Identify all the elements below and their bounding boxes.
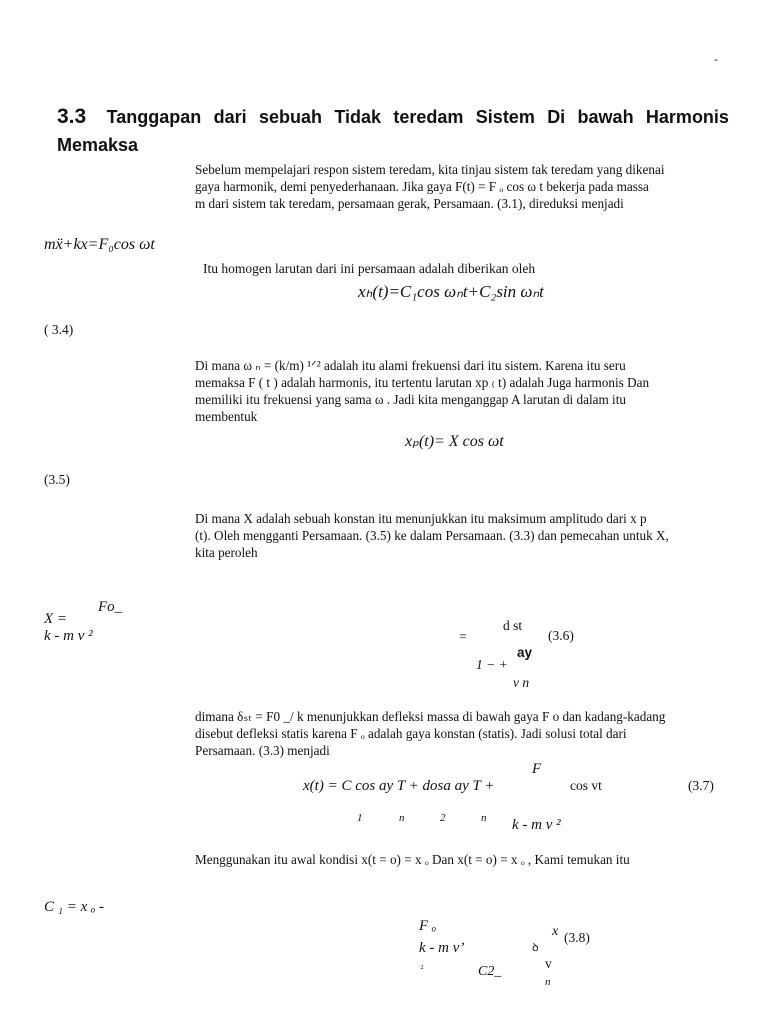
eq37-force: F — [532, 761, 542, 777]
eq38-c1: C ₁ = x ₒ - — [44, 899, 105, 915]
eq37-denominator: k - m v ² — [512, 817, 561, 833]
eq36-static-deflection: d st — [503, 618, 523, 633]
heading-word: dari — [213, 107, 247, 127]
paragraph-initial-conditions — [195, 851, 727, 868]
eq36-equals: = — [459, 629, 467, 644]
heading-word: Di — [547, 107, 566, 127]
eq37-main: x(t) = C cos ay T + dosa ay T + — [303, 778, 495, 794]
text-line: Sebelum mempelajari respon sistem teredam, kita tinjau sistem tak teredam yang dikenai — [195, 162, 665, 177]
heading-word: bawah — [577, 107, 634, 127]
text-line: Menggunakan itu awal kondisi x(t = o) = x ₒ Dan x(t = o) = x ₒ , Kami temukan itu — [195, 852, 630, 867]
homogeneous-intro: Itu homogen larutan dari ini persamaan adalah diberikan oleh — [203, 261, 536, 276]
heading-word: Tanggapan — [106, 107, 202, 127]
heading-word: teredam — [393, 107, 464, 127]
eq38-x: x — [552, 924, 559, 939]
eq36-ay: ay — [517, 645, 533, 660]
eq38-n: n — [545, 976, 551, 988]
eq38-c2: C2_ — [478, 964, 502, 979]
eq37-subscript: 2 — [440, 812, 446, 824]
text-line: disebut defleksi statis karena F ₒ adalah gaya konstan (statis). Jadi solusi total dari — [195, 726, 627, 741]
text-line: gaya harmonik, demi penyederhanaan. Jika gaya F(t) = F ₒ cos ω t bekerja pada massa — [195, 179, 649, 194]
section-heading — [57, 103, 729, 159]
eq38-v: v — [545, 956, 552, 971]
text-line: Persamaan. (3.3) menjadi — [195, 743, 330, 758]
eq36-denominator: k - m v ² — [44, 628, 93, 644]
text-line: m dari sistem tak teredam, persamaan gerak, Persamaan. (3.1), direduksi menjadi — [195, 196, 624, 211]
heading-line-1 — [57, 103, 729, 131]
eq37-cos-vt: cos vt — [570, 778, 602, 793]
heading-word: Tidak — [334, 107, 382, 127]
eq38-subscript: ₂ — [420, 958, 424, 970]
section-number: 3.3 — [57, 105, 87, 128]
eq37-subscript: n — [481, 812, 487, 824]
text-line: Di mana X adalah sebuah konstan itu menunjukkan itu maksimum amplitudo dari x p — [195, 511, 647, 526]
text-line: Di mana ω ₙ = (k/m) ¹ᐟ² adalah itu alami frekuensi dari itu sistem. Karena itu seru — [195, 358, 626, 373]
text-line: memiliki itu frekuensi yang sama ω . Jadi kita menganggap A larutan di dalam itu — [195, 392, 626, 407]
equation-label-3-4: ( 3.4) — [44, 322, 74, 337]
equation-particular: xₚ(t)= X cos ωt — [405, 433, 504, 450]
text-line: dimana δₛₜ = F0 _/ k menunjukkan defleksi massa di bawah gaya F o dan kadang-kadang — [195, 709, 666, 724]
eq36-numerator: Fo_ — [98, 599, 123, 615]
eq38-force: F ₒ — [419, 918, 437, 934]
equation-label-3-7: (3.7) — [688, 778, 714, 793]
paragraph-intro — [195, 161, 727, 212]
paragraph-amplitude — [195, 510, 727, 561]
equation-motion: mẍ+kx=F₀cos ωt — [44, 236, 155, 253]
eq37-subscript: 1 — [357, 812, 363, 824]
text-line: kita peroleh — [195, 545, 258, 560]
text-line: membentuk — [195, 409, 258, 424]
corner-mark: - — [714, 52, 718, 66]
heading-word: sebuah — [258, 107, 322, 127]
eq38-fraction-mark: ꝺ — [532, 942, 539, 954]
text-line: memaksa F ( t ) adalah harmonis, itu tertentu larutan xp ₍ t) adalah Juga harmonis Dan — [195, 375, 650, 390]
equation-label-3-5: (3.5) — [44, 472, 70, 487]
paragraph-static-deflection — [195, 708, 727, 759]
heading-line-2: Memaksa — [57, 135, 139, 155]
equation-homogeneous: xₕ(t)=C₁cos ωₙt+C₂sin ωₙt — [358, 282, 544, 301]
eq38-denominator: k - m v’ — [419, 940, 465, 956]
eq36-one-minus: 1 − + — [476, 657, 508, 672]
equation-label-3-8: (3.8) — [564, 930, 590, 945]
heading-word: Sistem — [475, 107, 535, 127]
eq36-vn: v n — [513, 675, 530, 690]
text-line: (t). Oleh mengganti Persamaan. (3.5) ke dalam Persamaan. (3.3) dan pemecahan untuk X, — [195, 528, 669, 543]
heading-word: Harmonis — [645, 107, 729, 127]
eq37-subscript: n — [399, 812, 405, 824]
equation-label-3-6: (3.6) — [548, 628, 574, 643]
eq36-lhs: X = — [44, 611, 68, 627]
paragraph-natural-frequency — [195, 357, 727, 425]
